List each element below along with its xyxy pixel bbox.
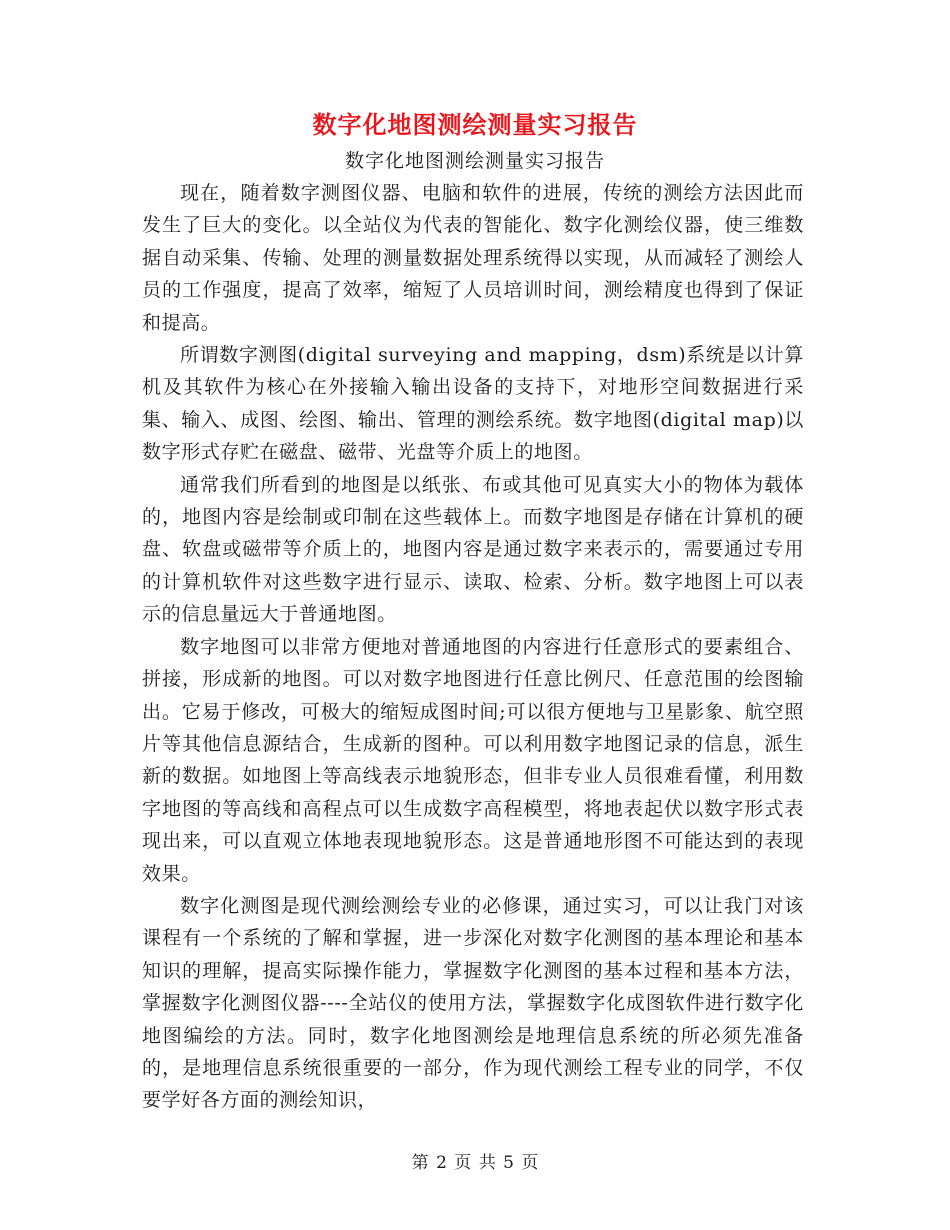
document-title: 数字化地图测绘测量实习报告 (312, 111, 638, 139)
current-page-number: 2 (436, 1153, 447, 1173)
total-page-number: 5 (503, 1153, 514, 1173)
paragraph: 数字地图可以非常方便地对普通地图的内容进行任意形式的要素组合、拼接，形成新的地图。可以对数字地图进行任意比例尺、任意范围的绘图输出。它易于修改，可极大的缩短成图时间;可以很方便地与卫星影象、航空照片等其他信息源结合，生成新的图种。可以利用数字地图记录的信息，派生新的数据。如地图上等高线表示地貌形态，但非专业人员很难看懂，利用数字地图的等高线和高程点可以生成数字高程模型，将地表起伏以数字形式表现出来，可以直观立体地表现地貌形态。这是普通地形图不可能达到的表现效果。 (142, 635, 804, 885)
footer-page-label: 页 (454, 1153, 472, 1173)
paragraph: 现在，随着数字测图仪器、电脑和软件的进展，传统的测绘方法因此而发生了巨大的变化。以全站仪为代表的智能化、数字化测绘仪器，使三维数据自动采集、传输、处理的测量数据处理系统得以实现，从而减轻了测绘人员的工作强度，提高了效率，缩短了人员培训时间，测绘精度也得到了保证和提高。 (142, 182, 804, 334)
page-number-footer (0, 1150, 950, 1176)
paragraph: 数字化测图是现代测绘测绘专业的必修课，通过实习，可以让我门对该课程有一个系统的了解和掌握，进一步深化对数字化测图的基本理论和基本知识的理解，提高实际操作能力，掌握数字化测图的基本过程和基本方法，掌握数字化测图仪器----全站仪的使用方法，掌握数字化成图软件进行数字化地图编绘的方法。同时，数字化地图测绘是地理信息系统的所必须先准备的，是地理信息系统很重要的一部分，作为现代测绘工程专业的同学，不仅要学好各方面的测绘知识， (142, 894, 804, 1112)
document-subtitle: 数字化地图测绘测量实习报告 (344, 150, 605, 172)
footer-total-prefix: 共 (478, 1153, 496, 1173)
document-body (142, 177, 804, 1117)
footer-total-label: 页 (521, 1153, 539, 1173)
footer-prefix: 第 (411, 1153, 429, 1173)
paragraph: 通常我们所看到的地图是以纸张、布或其他可见真实大小的物体为载体的，地图内容是绘制或印制在这些载体上。而数字地图是存储在计算机的硬盘、软盘或磁带等介质上的，地图内容是通过数字来表示的，需要通过专用的计算机软件对这些数字进行显示、读取、检索、分析。数字地图上可以表示的信息量远大于普通地图。 (142, 473, 804, 626)
paragraph: 所谓数字测图(digital surveying and mapping，dsm)系统是以计算机及其软件为核心在外接输入输出设备的支持下，对地形空间数据进行采集、输入、成图、绘图、输出、管理的测绘系统。数字地图(digital map)以数字形式存贮在磁盘、磁带、光盘等介质上的地图。 (142, 344, 804, 464)
